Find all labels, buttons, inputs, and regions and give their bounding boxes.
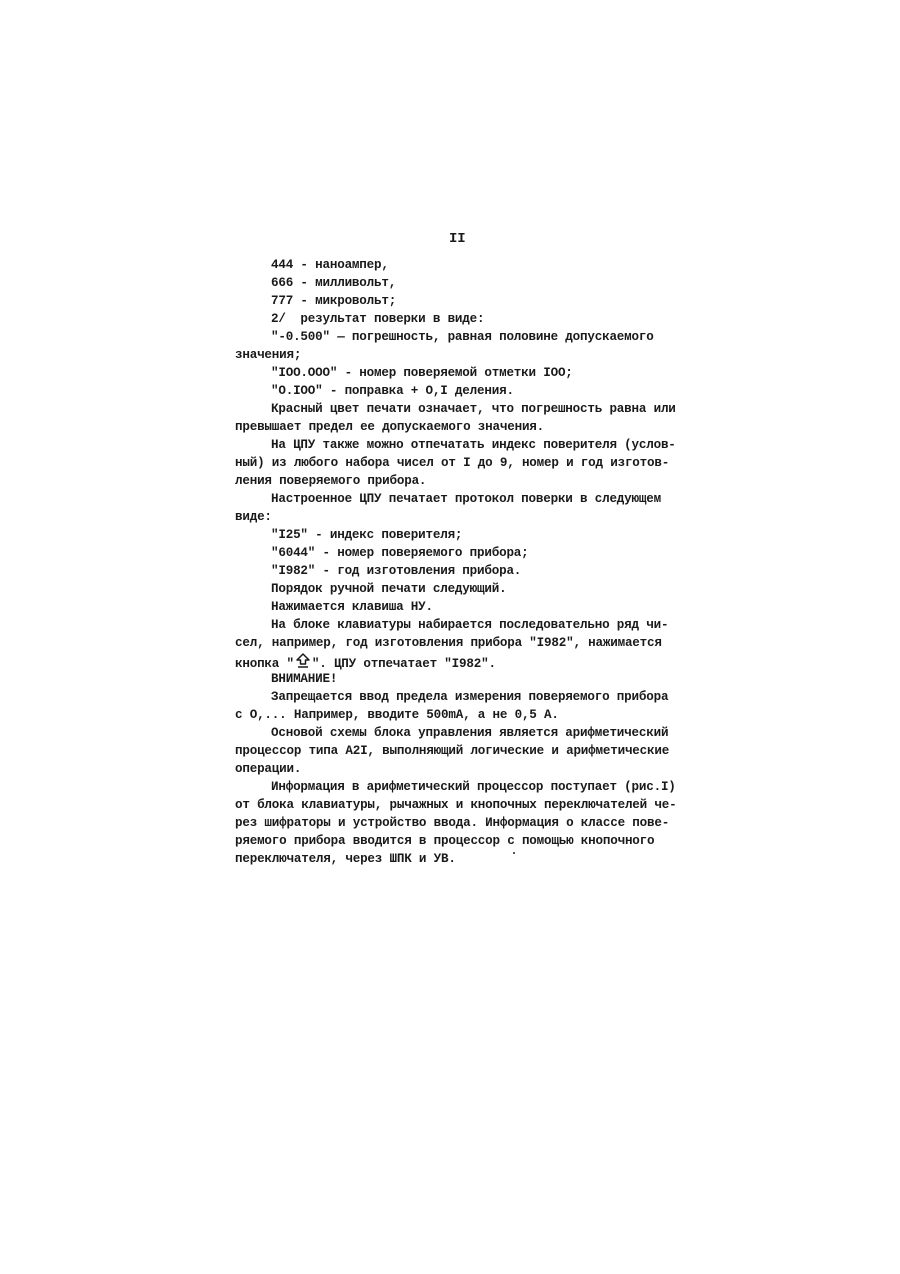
text-line: процессор типа А2I, выполняющий логические и арифметические	[235, 744, 670, 758]
enter-key-icon	[294, 652, 312, 670]
text-line: ряемого прибора вводится в процессор с помощью кнопочного	[235, 834, 655, 848]
text-line: переключателя, через ШПК и УВ.	[235, 852, 456, 866]
text-line-start: кнопка "	[235, 657, 294, 671]
page-number: II	[449, 231, 466, 247]
text-line: ления поверяемого прибора.	[235, 474, 427, 488]
text-line: "I25" - индекс поверителя;	[271, 528, 463, 542]
text-line: виде:	[235, 510, 272, 524]
text-line: "I982" - год изготовления прибора.	[271, 564, 522, 578]
text-line: 666 - милливольт,	[271, 276, 397, 290]
text-line: "6044" - номер поверяемого прибора;	[271, 546, 529, 560]
text-line-end: ". ЦПУ отпечатает "I982".	[311, 657, 496, 671]
text-line: 777 - микровольт;	[271, 294, 397, 308]
text-line: Красный цвет печати означает, что погрешность равна или	[271, 402, 676, 416]
text-line: сел, например, год изготовления прибора "I982", нажимается	[235, 636, 662, 650]
text-line: "-0.500" — погрешность, равная половине допускаемого	[271, 330, 654, 344]
text-line: значения;	[235, 348, 302, 362]
text-line: Информация в арифметический процессор поступает (рис.I)	[271, 780, 676, 794]
text-line: Основой схемы блока управления является арифметический	[271, 726, 669, 740]
text-line: На ЦПУ также можно отпечатать индекс поверителя (услов-	[271, 438, 676, 452]
text-line: Нажимается клавиша НУ.	[271, 600, 433, 614]
text-line: Порядок ручной печати следующий.	[271, 582, 507, 596]
text-line: Настроенное ЦПУ печатает протокол поверки в следующем	[271, 492, 661, 506]
stray-mark	[513, 852, 515, 854]
text-line: ный) из любого набора чисел от I до 9, номер и год изготов-	[235, 456, 670, 470]
text-line: 444 - наноампер,	[271, 258, 389, 272]
text-line: ВНИМАНИЕ!	[271, 672, 338, 686]
text-line: превышает предел ее допускаемого значения.	[235, 420, 545, 434]
text-line: На блоке клавиатуры набирается последовательно ряд чи-	[271, 618, 669, 632]
text-line: 2/ результат поверки в виде:	[271, 312, 485, 326]
text-line: от блока клавиатуры, рычажных и кнопочных переключателей че-	[235, 798, 677, 812]
text-line: рез шифраторы и устройство ввода. Информация о классе пове-	[235, 816, 670, 830]
text-line: Запрещается ввод предела измерения поверяемого прибора	[271, 690, 669, 704]
text-line: "O.IOO" - поправка + O,I деления.	[271, 384, 514, 398]
text-line: операции.	[235, 762, 302, 776]
text-line: с O,... Например, вводите 500mA, а не 0,5 А.	[235, 708, 559, 722]
text-line: "IOO.OOO" - номер поверяемой отметки IOO;	[271, 366, 573, 380]
